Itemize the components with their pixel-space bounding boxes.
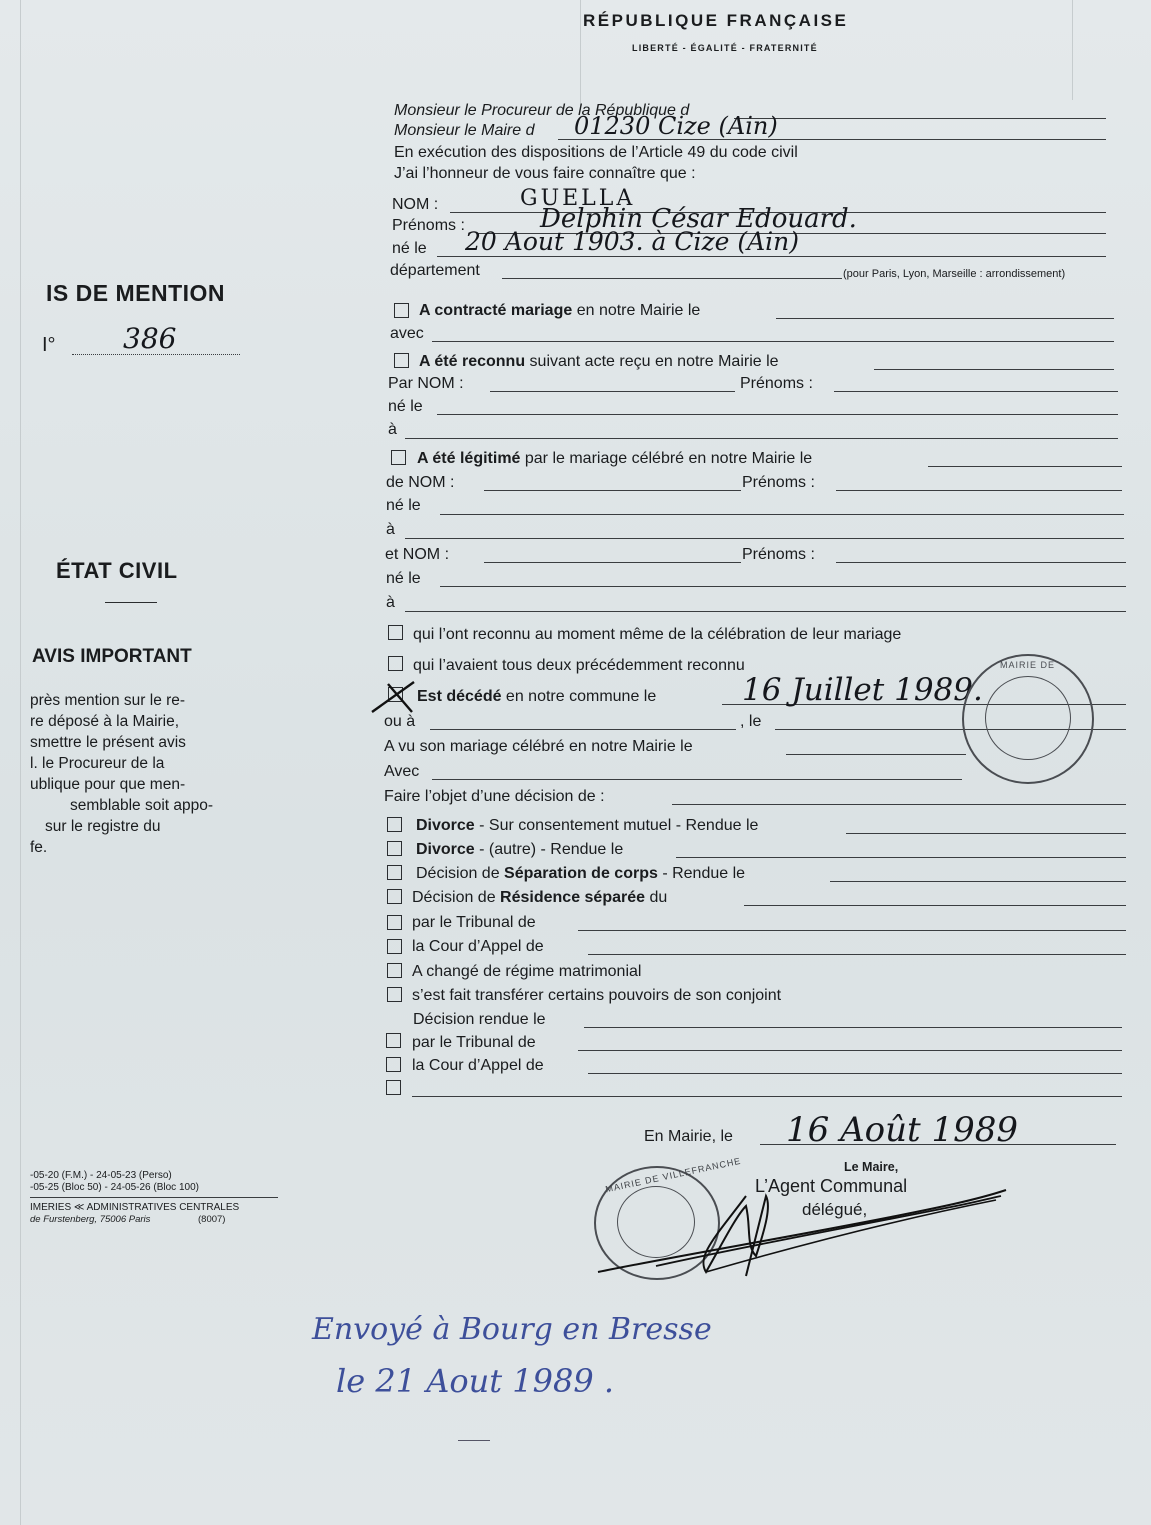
instruction-line: smettre le présent avis	[30, 734, 186, 751]
regime-label: A changé de régime matrimonial	[412, 963, 642, 980]
et-nom-rule	[484, 562, 741, 563]
mariage-celebre-label: A vu son mariage célébré en notre Mairie le	[384, 738, 693, 755]
a-rule	[405, 538, 1124, 539]
legitime-rule	[928, 466, 1122, 467]
residence-label-bold: Résidence séparée	[500, 889, 646, 906]
residence-checkbox[interactable]	[387, 889, 402, 904]
mariage-celebre-rule	[786, 754, 966, 755]
legitime-label-bold: A été légitimé	[417, 450, 521, 467]
decision-rendue-label: Décision rendue le	[413, 1011, 546, 1028]
instructions	[30, 690, 240, 858]
legitime-label-rest: par le mariage célébré en notre Mairie le	[520, 450, 813, 467]
cour2-rule	[588, 1073, 1122, 1074]
tribunal2-rule	[578, 1050, 1122, 1051]
annotation-line1: Envoyé à Bourg en Bresse	[312, 1312, 712, 1347]
cour-rule	[588, 954, 1126, 955]
de-prenoms-rule	[836, 490, 1122, 491]
printer-address: de Furstenberg, 75006 Paris	[30, 1214, 151, 1225]
pouvoirs-checkbox[interactable]	[387, 987, 402, 1002]
form-code: -05-20 (F.M.) - 24-05-23 (Perso)	[30, 1170, 172, 1181]
reconnu-label-rest: suivant acte reçu en notre Mairie le	[525, 353, 779, 370]
reconnu-precedemment-label: qui l’avaient tous deux précédemment reconnu	[413, 657, 745, 674]
ne-le-label: né le	[386, 497, 421, 514]
tribunal-rule	[578, 930, 1126, 931]
motto: LIBERTÉ - ÉGALITÉ - FRATERNITÉ	[632, 43, 818, 53]
mariage-rule	[776, 318, 1114, 319]
separation-label-bold: Séparation de corps	[504, 865, 658, 882]
instruction-line: fe.	[30, 839, 48, 856]
divorce2-checkbox[interactable]	[387, 841, 402, 856]
tribunal2-checkbox[interactable]	[386, 1033, 401, 1048]
ne-le-rule	[440, 586, 1126, 587]
cour2-checkbox[interactable]	[386, 1057, 401, 1072]
decede-date: 16 Juillet 1989.	[742, 672, 983, 708]
residence-label-rest: du	[645, 889, 668, 906]
en-mairie-label: En Mairie, le	[644, 1128, 733, 1145]
a-rule	[405, 611, 1126, 612]
avec2-label: Avec	[384, 763, 420, 780]
mairie-stamp-inner	[985, 676, 1071, 760]
fold-line	[20, 0, 21, 1525]
divorce1-checkbox[interactable]	[387, 817, 402, 832]
numero-label: I°	[42, 334, 56, 356]
mairie-stamp-text: MAIRIE DE	[1000, 660, 1056, 670]
instruction-line: près mention sur le re-	[30, 692, 186, 709]
decede-label-bold: Est décédé	[417, 688, 502, 705]
honneur-line: J’ai l’honneur de vous faire connaître que :	[394, 165, 696, 182]
et-prenoms-rule	[836, 562, 1126, 563]
legitime-checkbox[interactable]	[391, 450, 406, 465]
ne-value: 20 Aout 1903. à Cize (Ain)	[465, 227, 800, 256]
reconnu-label	[419, 353, 779, 371]
tribunal-checkbox[interactable]	[387, 915, 402, 930]
divorce1-label-bold: Divorce	[416, 817, 475, 834]
decede-check-mark	[368, 678, 420, 718]
cour-label: la Cour d’Appel de	[412, 938, 544, 955]
form-code: -05-25 (Bloc 50) - 24-05-26 (Bloc 100)	[30, 1182, 199, 1193]
printer-code: (8007)	[198, 1214, 226, 1225]
par-prenoms-rule	[834, 391, 1118, 392]
cour-checkbox[interactable]	[387, 939, 402, 954]
de-nom-label: de NOM :	[386, 474, 455, 491]
agent-label: L’Agent Communal	[755, 1176, 908, 1196]
regime-checkbox[interactable]	[387, 963, 402, 978]
separation-label-pre: Décision de	[416, 865, 505, 882]
decede-label	[417, 688, 656, 706]
par-nom-label: Par NOM :	[388, 375, 464, 392]
other-rule	[412, 1096, 1122, 1097]
signature-date: 16 Août 1989	[786, 1110, 1018, 1150]
separation-label-rest: - Rendue le	[657, 865, 746, 882]
pouvoirs-label: s’est fait transférer certains pouvoirs de son conjoint	[412, 987, 782, 1004]
numero-value: 386	[123, 322, 177, 355]
decede-label-rest: en notre commune le	[501, 688, 657, 705]
maire-line: Monsieur le Maire d	[394, 122, 535, 139]
legitime-label	[417, 450, 812, 468]
instruction-line: sur le registre du	[45, 818, 161, 835]
printer-line	[30, 1197, 278, 1198]
reconnu-celebration-checkbox[interactable]	[388, 625, 403, 640]
a-label: à	[386, 594, 395, 611]
mariage-label	[419, 302, 700, 320]
delegue-label: délégué,	[802, 1200, 868, 1219]
reconnu-label-bold: A été reconnu	[419, 353, 526, 370]
a-label: à	[388, 421, 397, 438]
a-rule	[405, 438, 1118, 439]
republic-title: RÉPUBLIQUE FRANÇAISE	[583, 11, 849, 30]
avec-label: avec	[390, 325, 424, 342]
mariage-label-bold: A contracté mariage	[419, 302, 573, 319]
ou-a-label: ou à	[384, 713, 416, 730]
instruction-line: semblable soit appo-	[70, 797, 214, 814]
ou-a-rule	[430, 729, 736, 730]
reconnu-rule	[874, 369, 1114, 370]
residence-label	[412, 889, 667, 907]
printer-name: IMERIES ≪ ADMINISTRATIVES CENTRALES	[30, 1202, 240, 1213]
residence-rule	[744, 905, 1126, 906]
divorce2-rule	[676, 857, 1126, 858]
decision-rendue-rule	[584, 1027, 1122, 1028]
et-nom-label: et NOM :	[385, 546, 450, 563]
de-nom-rule	[484, 490, 741, 491]
fold-line	[580, 0, 581, 110]
execution-line: En exécution des dispositions de l’Article 49 du code civil	[394, 144, 798, 161]
etat-civil-heading: ÉTAT CIVIL	[56, 558, 178, 583]
et-prenoms-label: Prénoms :	[742, 546, 815, 563]
divorce2-label	[416, 841, 623, 859]
nom-label: NOM :	[392, 196, 439, 213]
avis-mention-heading: IS DE MENTION	[46, 280, 226, 306]
signature-scribble	[596, 1176, 1016, 1286]
other-checkbox[interactable]	[386, 1080, 401, 1095]
procureur-line: Monsieur le Procureur de la République d	[394, 102, 690, 119]
ne-label: né le	[392, 240, 427, 257]
avec2-rule	[432, 779, 962, 780]
decision-label: Faire l’objet d’une décision de :	[384, 788, 605, 805]
avis-important-heading: AVIS IMPORTANT	[32, 646, 192, 667]
decision-rule	[672, 804, 1126, 805]
divorce1-label-rest: - Sur consentement mutuel - Rendue le	[474, 817, 759, 834]
departement-label: département	[390, 262, 480, 279]
divorce1-rule	[846, 833, 1126, 834]
tribunal-label: par le Tribunal de	[412, 914, 536, 931]
divorce2-label-rest: - (autre) - Rendue le	[474, 841, 624, 858]
maire-handwritten: 01230 Cize (Ain)	[574, 112, 778, 140]
residence-label-pre: Décision de	[412, 889, 501, 906]
reconnu-precedemment-checkbox[interactable]	[388, 656, 403, 671]
nom-value: GUELLA	[520, 186, 636, 211]
avec-rule	[432, 341, 1114, 342]
cour2-label: la Cour d’Appel de	[412, 1057, 544, 1074]
mariage-label-rest: en notre Mairie le	[572, 302, 701, 319]
par-prenoms-label: Prénoms :	[740, 375, 813, 392]
departement-note: (pour Paris, Lyon, Marseille : arrondissement)	[843, 268, 1066, 280]
le-label: , le	[740, 713, 762, 730]
ne-rule	[437, 256, 1106, 257]
ne-le-label: né le	[388, 398, 423, 415]
instruction-line: l. le Procureur de la	[30, 755, 165, 772]
departement-rule	[502, 278, 842, 279]
separation-rule	[830, 881, 1126, 882]
instruction-line: ublique pour que men-	[30, 776, 186, 793]
separation-checkbox[interactable]	[387, 865, 402, 880]
procureur-rule	[734, 118, 1106, 119]
ne-le-label: né le	[386, 570, 421, 587]
separation-label	[416, 865, 745, 883]
villefranche-stamp-text: MAIRIE DE VILLEFRANCHE	[604, 1155, 743, 1195]
fold-line	[1072, 0, 1073, 100]
de-prenoms-label: Prénoms :	[742, 474, 815, 491]
le-maire-label: Le Maire,	[844, 1160, 899, 1174]
reconnu-celebration-label: qui l’ont reconnu au moment même de la célébration de leur mariage	[413, 626, 902, 643]
ne-le-rule	[440, 514, 1124, 515]
annotation-line2: le 21 Aout 1989 .	[336, 1362, 615, 1400]
prenoms-label: Prénoms :	[392, 217, 465, 234]
annotation-dash	[458, 1440, 490, 1441]
divorce1-label	[416, 817, 758, 835]
instruction-line: re déposé à la Mairie,	[30, 713, 180, 730]
par-nom-rule	[490, 391, 735, 392]
tribunal2-label: par le Tribunal de	[412, 1034, 536, 1051]
ne-le-rule	[437, 414, 1118, 415]
divider	[105, 602, 157, 603]
prenoms-value: Delphin César Edouard.	[540, 204, 857, 234]
divorce2-label-bold: Divorce	[416, 841, 475, 858]
a-label: à	[386, 521, 395, 538]
mariage-checkbox[interactable]	[394, 303, 409, 318]
reconnu-checkbox[interactable]	[394, 353, 409, 368]
